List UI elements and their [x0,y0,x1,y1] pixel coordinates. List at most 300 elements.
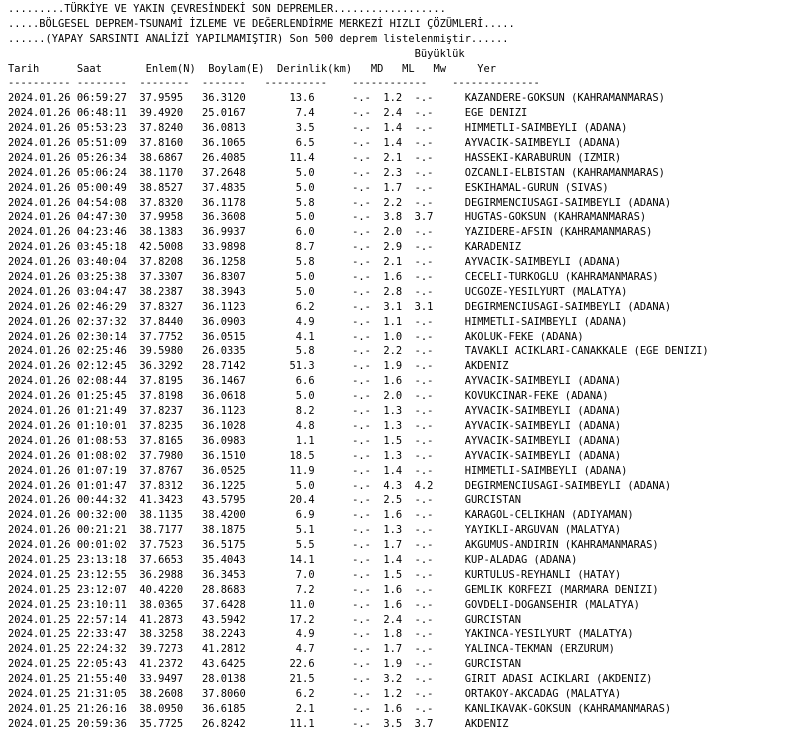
cell-md: -.- [352,166,384,179]
cell-time: 04:23:46 [76,226,140,239]
cell-longitude: 35.4043 [201,553,290,566]
cell-depth: 5.1 [289,524,353,537]
table-row [8,315,800,330]
table-row [8,419,800,434]
cell-time: 01:01:47 [76,479,140,492]
cell-latitude: 39.7273 [139,643,202,656]
cell-latitude: 38.7177 [139,524,202,537]
cell-time: 01:21:49 [76,405,140,418]
cell-time: 00:01:02 [76,539,140,552]
cell-latitude: 38.2608 [139,687,202,700]
cell-longitude: 38.4200 [201,509,290,522]
cell-mw: -.- [414,256,465,269]
cell-time: 23:13:18 [76,553,140,566]
cell-depth: 6.0 [289,226,353,239]
cell-date: 2024.01.26 [8,494,77,507]
cell-latitude: 37.8327 [139,300,202,313]
cell-longitude: 36.3453 [201,568,290,581]
cell-depth: 20.4 [289,494,353,507]
cell-mw: -.- [414,568,465,581]
cell-depth: 51.3 [289,360,353,373]
cell-longitude: 36.0813 [201,122,290,135]
cell-date: 2024.01.26 [8,330,77,343]
cell-mw: -.- [414,226,465,239]
cell-location: AYVACIK-SAIMBEYLI (ADANA) [464,375,622,388]
cell-md: -.- [352,449,384,462]
cell-md: -.- [352,256,384,269]
cell-time: 02:08:44 [76,375,140,388]
cell-longitude: 36.3608 [201,211,290,224]
cell-location: DEGIRMENCIUSAGI-SAIMBEYLI (ADANA) [464,300,672,313]
cell-longitude: 36.1123 [201,405,290,418]
cell-location: KUP-ALADAG (ADANA) [464,553,578,566]
cell-time: 05:26:34 [76,151,140,164]
cell-latitude: 37.8160 [139,137,202,150]
cell-ml: 1.6 [383,598,415,611]
cell-time: 03:40:04 [76,256,140,269]
cell-time: 05:51:09 [76,137,140,150]
cell-ml: 1.6 [383,583,415,596]
cell-ml: 1.4 [383,137,415,150]
cell-mw: -.- [414,509,465,522]
cell-time: 02:25:46 [76,345,140,358]
cell-md: -.- [352,598,384,611]
magnitude-label: Büyüklük [414,47,465,60]
table-row [8,285,800,300]
cell-md: -.- [352,405,384,418]
cell-latitude: 37.7752 [139,330,202,343]
col-mw: Mw [433,62,478,75]
table-row [8,717,800,732]
cell-longitude: 36.5175 [201,539,290,552]
cell-depth: 11.9 [289,464,353,477]
cell-longitude: 36.0903 [201,315,290,328]
cell-latitude: 38.1135 [139,509,202,522]
cell-time: 03:04:47 [76,285,140,298]
cell-md: -.- [352,628,384,641]
cell-time: 05:00:49 [76,181,140,194]
cell-location: CECELI-TURKOGLU (KAHRAMANMARAS) [464,271,659,284]
cell-depth: 8.2 [289,405,353,418]
cell-ml: 2.3 [383,166,415,179]
cell-md: -.- [352,285,384,298]
cell-date: 2024.01.26 [8,196,77,209]
cell-latitude: 37.8198 [139,390,202,403]
cell-time: 03:45:18 [76,241,140,254]
cell-longitude: 28.0138 [201,673,290,686]
cell-date: 2024.01.26 [8,509,77,522]
cell-date: 2024.01.26 [8,241,77,254]
cell-longitude: 36.9937 [201,226,290,239]
cell-longitude: 36.1178 [201,196,290,209]
cell-longitude: 36.1225 [201,479,290,492]
cell-depth: 22.6 [289,658,353,671]
cell-location: GURCISTAN [464,613,522,626]
cell-longitude: 38.2243 [201,628,290,641]
col-yer: Yer [477,62,497,75]
cell-depth: 5.0 [289,166,353,179]
cell-location: GIRIT ADASI ACIKLARI (AKDENIZ) [464,673,653,686]
cell-mw: -.- [414,181,465,194]
table-row [8,672,800,687]
cell-mw: -.- [414,702,465,715]
cell-longitude: 26.4085 [201,151,290,164]
cell-date: 2024.01.26 [8,360,77,373]
cell-longitude: 43.6425 [201,658,290,671]
cell-ml: 2.0 [383,226,415,239]
cell-md: -.- [352,673,384,686]
cell-mw: 4.2 [414,479,465,492]
cell-time: 23:10:11 [76,598,140,611]
cell-ml: 1.3 [383,419,415,432]
cell-date: 2024.01.26 [8,405,77,418]
cell-mw: -.- [414,196,465,209]
cell-depth: 21.5 [289,673,353,686]
cell-depth: 11.4 [289,151,353,164]
cell-time: 01:08:02 [76,449,140,462]
table-row [8,479,800,494]
cell-depth: 6.2 [289,687,353,700]
cell-date: 2024.01.26 [8,107,77,120]
cell-mw: -.- [414,360,465,373]
col-md: MD [370,62,403,75]
cell-time: 00:32:00 [76,509,140,522]
cell-date: 2024.01.25 [8,598,77,611]
cell-depth: 6.6 [289,375,353,388]
table-row [8,225,800,240]
cell-location: GEMLIK KORFEZI (MARMARA DENIZI) [464,583,659,596]
cell-mw: 3.7 [414,211,465,224]
cell-time: 22:05:43 [76,658,140,671]
cell-latitude: 37.8237 [139,405,202,418]
table-row [8,121,800,136]
cell-md: -.- [352,539,384,552]
cell-ml: 1.6 [383,509,415,522]
cell-latitude: 39.4920 [139,107,202,120]
cell-time: 01:25:45 [76,390,140,403]
table-row [8,91,800,106]
cell-date: 2024.01.26 [8,539,77,552]
cell-latitude: 37.8165 [139,434,202,447]
cell-latitude: 35.7725 [139,717,202,730]
cell-location: EGE DENIZI [464,107,528,120]
header-separator: ---------- -------- -------- ------- ---------- ------------ -------------- [8,77,540,90]
cell-latitude: 38.8527 [139,181,202,194]
cell-mw: -.- [414,553,465,566]
cell-ml: 2.1 [383,256,415,269]
cell-md: -.- [352,181,384,194]
cell-depth: 4.9 [289,628,353,641]
cell-md: -.- [352,241,384,254]
cell-mw: -.- [414,464,465,477]
cell-mw: -.- [414,271,465,284]
cell-location: ORTAKOY-AKCADAG (MALATYA) [464,687,622,700]
cell-date: 2024.01.26 [8,211,77,224]
cell-date: 2024.01.25 [8,628,77,641]
table-row [8,389,800,404]
table-row [8,374,800,389]
cell-latitude: 40.4220 [139,583,202,596]
cell-depth: 5.0 [289,285,353,298]
cell-depth: 5.0 [289,271,353,284]
cell-latitude: 37.7523 [139,539,202,552]
cell-longitude: 33.9898 [201,241,290,254]
cell-depth: 7.2 [289,583,353,596]
cell-depth: 17.2 [289,613,353,626]
cell-date: 2024.01.25 [8,687,77,700]
cell-date: 2024.01.26 [8,315,77,328]
cell-mw: -.- [414,419,465,432]
cell-ml: 1.2 [383,92,415,105]
cell-time: 02:37:32 [76,315,140,328]
cell-md: -.- [352,434,384,447]
cell-latitude: 38.0365 [139,598,202,611]
cell-latitude: 39.5980 [139,345,202,358]
cell-mw: -.- [414,405,465,418]
cell-longitude: 36.1258 [201,256,290,269]
cell-longitude: 36.1467 [201,375,290,388]
cell-latitude: 38.1383 [139,226,202,239]
cell-md: -.- [352,137,384,150]
cell-ml: 1.4 [383,464,415,477]
cell-date: 2024.01.26 [8,300,77,313]
cell-latitude: 33.9497 [139,673,202,686]
table-row [8,657,800,672]
table-row [8,106,800,121]
cell-location: GURCISTAN [464,658,522,671]
col-ml: ML [402,62,434,75]
cell-location: HASSEKI-KARABURUN (IZMIR) [464,151,622,164]
cell-ml: 2.8 [383,285,415,298]
cell-latitude: 38.3258 [139,628,202,641]
cell-time: 03:25:38 [76,271,140,284]
cell-md: -.- [352,509,384,522]
cell-ml: 2.4 [383,613,415,626]
cell-depth: 5.8 [289,256,353,269]
table-row [8,627,800,642]
cell-latitude: 37.8767 [139,464,202,477]
table-row [8,523,800,538]
cell-mw: -.- [414,583,465,596]
cell-mw: -.- [414,539,465,552]
cell-latitude: 37.8195 [139,375,202,388]
cell-location: HUGTAS-GOKSUN (KAHRAMANMARAS) [464,211,647,224]
cell-latitude: 36.2988 [139,568,202,581]
cell-md: -.- [352,107,384,120]
cell-depth: 6.2 [289,300,353,313]
cell-md: -.- [352,717,384,730]
table-row [8,181,800,196]
cell-date: 2024.01.25 [8,702,77,715]
cell-time: 05:53:23 [76,122,140,135]
cell-latitude: 37.9595 [139,92,202,105]
cell-location: UCGOZE-YESILYURT (MALATYA) [464,285,628,298]
table-row [8,270,800,285]
cell-longitude: 36.3120 [201,92,290,105]
cell-time: 01:10:01 [76,419,140,432]
earthquake-rows [8,91,800,731]
cell-ml: 1.5 [383,434,415,447]
cell-time: 04:54:08 [76,196,140,209]
cell-location: KANLIKAVAK-GOKSUN (KAHRAMANMARAS) [464,702,672,715]
col-saat: Saat [76,62,146,75]
cell-time: 01:08:53 [76,434,140,447]
cell-date: 2024.01.26 [8,256,77,269]
cell-date: 2024.01.26 [8,464,77,477]
cell-date: 2024.01.25 [8,553,77,566]
table-row [8,702,800,717]
cell-ml: 1.7 [383,181,415,194]
cell-depth: 6.5 [289,137,353,150]
cell-md: -.- [352,330,384,343]
cell-location: TAVAKLI ACIKLARI-CANAKKALE (EGE DENIZI) [464,345,709,358]
cell-ml: 1.4 [383,553,415,566]
cell-md: -.- [352,196,384,209]
cell-date: 2024.01.26 [8,226,77,239]
cell-depth: 5.0 [289,390,353,403]
cell-mw: -.- [414,345,465,358]
cell-md: -.- [352,613,384,626]
cell-md: -.- [352,226,384,239]
cell-depth: 8.7 [289,241,353,254]
cell-ml: 1.3 [383,449,415,462]
cell-location: KOVUKCINAR-FEKE (ADANA) [464,390,609,403]
table-row [8,210,800,225]
cell-ml: 1.9 [383,360,415,373]
col-derinlik: Derinlik(km) [277,62,371,75]
table-row [8,136,800,151]
cell-location: OZCANLI-ELBISTAN (KAHRAMANMARAS) [464,166,665,179]
cell-latitude: 37.8440 [139,315,202,328]
cell-date: 2024.01.25 [8,568,77,581]
cell-latitude: 37.6653 [139,553,202,566]
cell-depth: 11.0 [289,598,353,611]
cell-longitude: 26.8242 [201,717,290,730]
cell-mw: -.- [414,137,465,150]
cell-time: 06:48:11 [76,107,140,120]
cell-md: -.- [352,419,384,432]
cell-mw: -.- [414,166,465,179]
cell-location: AYVACIK-SAIMBEYLI (ADANA) [464,419,622,432]
cell-md: -.- [352,375,384,388]
table-row [8,598,800,613]
cell-date: 2024.01.26 [8,122,77,135]
table-row [8,330,800,345]
cell-mw: -.- [414,241,465,254]
cell-md: -.- [352,315,384,328]
cell-ml: 4.3 [383,479,415,492]
cell-ml: 1.7 [383,643,415,656]
cell-longitude: 26.0335 [201,345,290,358]
table-row [8,151,800,166]
header-line-note: ......(YAPAY SARSINTI ANALİZİ YAPILMAMIŞTIR) Son 500 deprem listelenmiştir...... [8,32,509,45]
cell-date: 2024.01.26 [8,390,77,403]
cell-md: -.- [352,494,384,507]
cell-time: 01:07:19 [76,464,140,477]
cell-latitude: 38.0950 [139,702,202,715]
cell-location: AKDENIZ [464,360,509,373]
cell-longitude: 37.4835 [201,181,290,194]
cell-md: -.- [352,553,384,566]
table-row [8,583,800,598]
cell-date: 2024.01.25 [8,643,77,656]
table-row [8,642,800,657]
cell-location: YALINCA-TEKMAN (ERZURUM) [464,643,615,656]
cell-time: 20:59:36 [76,717,140,730]
cell-depth: 5.8 [289,196,353,209]
cell-location: YAZIDERE-AFSIN (KAHRAMANMARAS) [464,226,653,239]
column-header-row [8,62,800,77]
cell-location: ESKIHAMAL-GURUN (SIVAS) [464,181,609,194]
cell-location: KAZANDERE-GOKSUN (KAHRAMANMARAS) [464,92,665,105]
table-row [8,553,800,568]
cell-md: -.- [352,658,384,671]
cell-longitude: 36.0515 [201,330,290,343]
cell-time: 21:55:40 [76,673,140,686]
cell-date: 2024.01.25 [8,673,77,686]
cell-mw: -.- [414,687,465,700]
cell-latitude: 38.2387 [139,285,202,298]
table-row [8,359,800,374]
cell-ml: 1.3 [383,524,415,537]
cell-mw: -.- [414,330,465,343]
cell-location: GOVDELI-DOGANSEHIR (MALATYA) [464,598,640,611]
cell-ml: 1.6 [383,375,415,388]
cell-latitude: 38.6867 [139,151,202,164]
cell-mw: -.- [414,643,465,656]
cell-ml: 1.3 [383,405,415,418]
table-row [8,196,800,211]
cell-ml: 1.7 [383,539,415,552]
cell-depth: 14.1 [289,553,353,566]
cell-date: 2024.01.26 [8,479,77,492]
cell-longitude: 43.5795 [201,494,290,507]
cell-location: DEGIRMENCIUSAGI-SAIMBEYLI (ADANA) [464,479,672,492]
cell-ml: 2.0 [383,390,415,403]
table-row [8,568,800,583]
cell-md: -.- [352,151,384,164]
cell-mw: -.- [414,92,465,105]
cell-depth: 4.7 [289,643,353,656]
table-row [8,434,800,449]
cell-longitude: 36.1065 [201,137,290,150]
table-row [8,449,800,464]
cell-depth: 7.0 [289,568,353,581]
cell-mw: -.- [414,107,465,120]
cell-depth: 5.8 [289,345,353,358]
cell-depth: 18.5 [289,449,353,462]
cell-depth: 1.1 [289,434,353,447]
cell-ml: 2.2 [383,345,415,358]
cell-ml: 1.8 [383,628,415,641]
cell-latitude: 38.1170 [139,166,202,179]
cell-ml: 3.1 [383,300,415,313]
cell-depth: 6.9 [289,509,353,522]
cell-date: 2024.01.26 [8,419,77,432]
cell-location: AKOLUK-FEKE (ADANA) [464,330,584,343]
cell-md: -.- [352,300,384,313]
cell-longitude: 28.7142 [201,360,290,373]
cell-ml: 2.5 [383,494,415,507]
cell-depth: 5.5 [289,539,353,552]
cell-longitude: 41.2812 [201,643,290,656]
cell-date: 2024.01.26 [8,434,77,447]
cell-longitude: 38.1875 [201,524,290,537]
cell-longitude: 36.1028 [201,419,290,432]
cell-longitude: 36.1510 [201,449,290,462]
magnitude-group-header [8,47,800,62]
cell-longitude: 43.5942 [201,613,290,626]
